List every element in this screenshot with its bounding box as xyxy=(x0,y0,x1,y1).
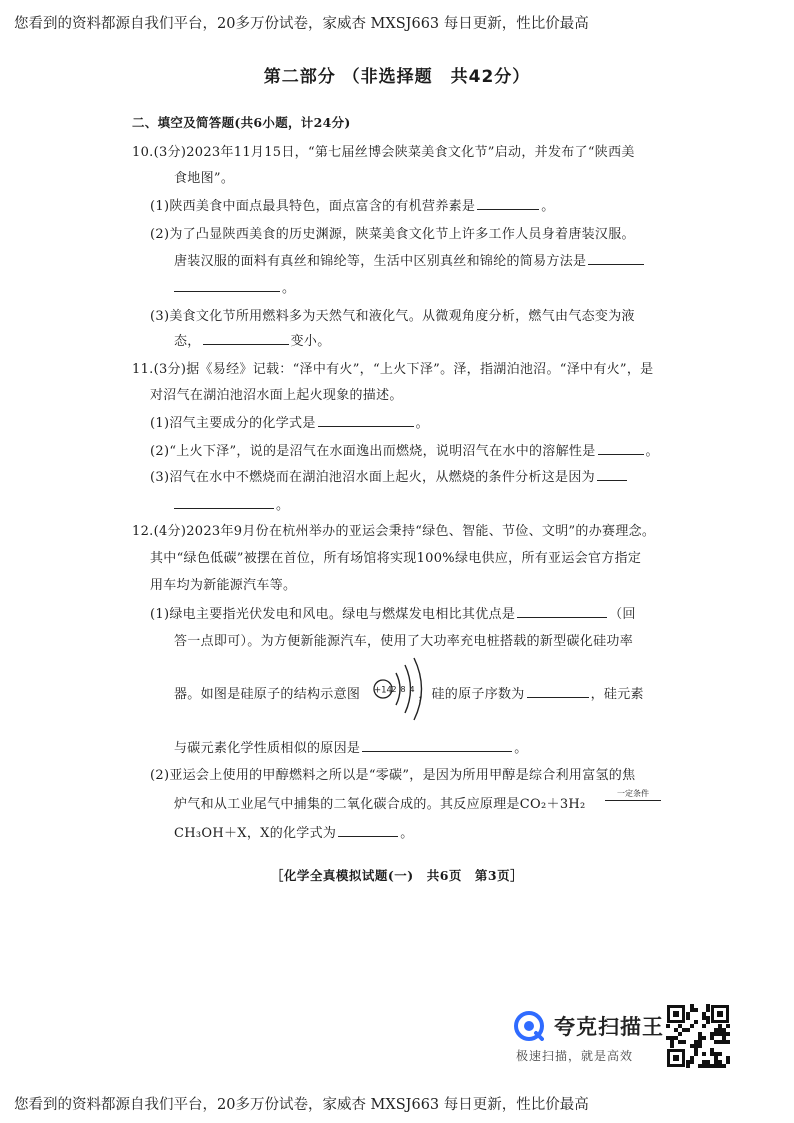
q11-stem-line-2: 对沼气在湖泊池沼水面上起火现象的描述。 xyxy=(150,388,403,403)
bottom-banner: 您看到的资料都源自我们平台，20多万份试卷，家威杏 MXSJ663 每日更新，性比价最高 xyxy=(14,1097,589,1113)
atom-shell-2-label: 8 xyxy=(400,685,406,694)
q10-part-2-line-3 xyxy=(174,277,295,296)
q12-stem-line-2: 其中“绿色低碳”被摆在首位，所有场馆将实现100%绿电供应，所有亚运会官方指定 xyxy=(150,551,642,566)
q12-p2-end: 。 xyxy=(400,826,414,841)
answer-blank[interactable] xyxy=(338,824,398,837)
q10-part-3-line-1: (3)美食文化节所用燃料多为天然气和液化气。从微观角度分析，燃气由气态变为液 xyxy=(150,309,635,324)
answer-blank[interactable] xyxy=(598,442,644,455)
answer-blank[interactable] xyxy=(527,685,589,698)
q12-part-2-line-1: (2)亚运会上使用的甲醇燃料之所以是“零碳”，是因为所用甲醇是综合利用富氢的焦 xyxy=(150,768,636,783)
section-heading: 二、填空及简答题(共6小题，计24分) xyxy=(132,115,351,130)
atom-nucleus-label: +14 xyxy=(374,685,392,696)
q11-part-1 xyxy=(150,412,429,431)
q10-p1-end: 。 xyxy=(541,199,555,214)
q11-p2-text: (2)“上火下泽”，说的是沼气在水面逸出而燃烧，说明沼气在水中的溶解性是 xyxy=(150,444,596,459)
q10-p2-text: 唐装汉服的面料有真丝和锦纶等，生活中区别真丝和锦纶的简易方法是 xyxy=(174,254,587,269)
q12-p1-paren: （回 xyxy=(609,607,636,622)
q12-p1-end: 。 xyxy=(514,741,528,756)
q12-p1-element-text: ，硅元素 xyxy=(590,687,644,702)
reaction-condition-label: 一定条件 xyxy=(617,789,649,798)
q12-part-1-line-4 xyxy=(174,737,528,756)
q11-p3-end: 。 xyxy=(276,498,290,513)
top-banner: 您看到的资料都源自我们平台，20多万份试卷，家威杏 MXSJ663 每日更新，性比价最高 xyxy=(14,16,589,32)
q12-p1-reason-text: 与碳元素化学性质相似的原因是 xyxy=(174,741,361,756)
answer-blank[interactable] xyxy=(517,605,607,618)
q12-part-2-line-3 xyxy=(174,822,414,841)
q10-p2-end: 。 xyxy=(282,281,296,296)
answer-blank[interactable] xyxy=(318,414,414,427)
quark-scanner-logo-icon xyxy=(514,1011,544,1041)
answer-blank[interactable] xyxy=(477,197,539,210)
q12-part-1-line-1 xyxy=(150,603,636,622)
q11-part-3-line-1 xyxy=(150,466,629,485)
qr-code-icon xyxy=(666,1004,730,1068)
q10-stem-line-2: 食地图”。 xyxy=(174,171,235,186)
q12-stem-line-1: 12.(4分)2023年9月份在杭州举办的亚运会秉持“绿色、智能、节俭、文明”的办赛理念。 xyxy=(132,524,656,539)
reaction-equals-bar xyxy=(605,800,661,801)
q10-part-2-line-1: (2)为了凸显陕西美食的历史渊源，陕菜美食文化节上许多工作人员身着唐装汉服。 xyxy=(150,227,635,242)
q12-stem-line-3: 用车均为新能源汽车等。 xyxy=(150,578,297,593)
silicon-atom-structure-diagram xyxy=(372,653,432,723)
atom-shell-3-label: 4 xyxy=(409,685,415,694)
reaction-condition-arrow xyxy=(605,788,661,806)
q11-part-2 xyxy=(150,440,659,459)
scanner-app-name: 夸克扫描王 xyxy=(554,1015,664,1039)
answer-blank[interactable] xyxy=(174,496,274,509)
answer-blank[interactable] xyxy=(588,252,644,265)
scanner-slogan: 极速扫描，就是高效 xyxy=(516,1049,634,1063)
answer-blank[interactable] xyxy=(362,739,512,752)
q12-p2-formula-text: CH₃OH＋X，X的化学式为 xyxy=(174,826,337,841)
answer-blank[interactable] xyxy=(174,279,280,292)
q11-p2-end: 。 xyxy=(645,444,659,459)
q11-p1-end: 。 xyxy=(415,416,429,431)
q10-part-2-line-2 xyxy=(174,250,646,269)
q10-p1-text: (1)陕西美食中面点最具特色，面点富含的有机营养素是 xyxy=(150,199,476,214)
q11-part-3-line-2 xyxy=(174,494,289,513)
q10-stem-line-1: 10.(3分)2023年11月15日，“第七届丝博会陕菜美食文化节”启动，并发布了“陕西美 xyxy=(132,145,635,160)
q12-p1-number-text: ，硅的原子序数为 xyxy=(418,687,525,702)
q11-stem-line-1: 11.(3分)据《易经》记载：“泽中有火”，“上火下泽”。泽，指湖泊池沼。“泽中有火”，是 xyxy=(132,362,654,377)
q10-part-1 xyxy=(150,195,555,214)
page-footer: ［化学全真模拟试题(一) 共6页 第3页］ xyxy=(270,868,524,883)
q11-p3-text: (3)沼气在水中不燃烧而在湖泊池沼水面上起火，从燃烧的条件分析这是因为 xyxy=(150,470,595,485)
q12-part-1-line-2: 答一点即可）。为方便新能源汽车，使用了大功率充电桩搭载的新型碳化硅功率 xyxy=(174,634,634,649)
atom-shell-1-label: 2 xyxy=(391,685,397,694)
q12-p1-text: (1)绿电主要指光伏发电和风电。绿电与燃煤发电相比其优点是 xyxy=(150,607,516,622)
part-title: 第二部分 （非选择题 共42分） xyxy=(263,67,531,87)
q12-p1-figure-text: 器。如图是硅原子的结构示意图 xyxy=(174,687,361,702)
q12-part-2-line-2: 炉气和从工业尾气中捕集的二氧化碳合成的。其反应原理是CO₂＋3H₂ xyxy=(174,797,586,812)
answer-blank[interactable] xyxy=(203,332,289,345)
q10-part-3-line-2 xyxy=(174,330,331,349)
q10-p3-end: 变小。 xyxy=(290,334,331,349)
answer-blank[interactable] xyxy=(597,468,627,481)
q11-p1-text: (1)沼气主要成分的化学式是 xyxy=(150,416,316,431)
q10-p3-text: 态， xyxy=(174,334,201,349)
